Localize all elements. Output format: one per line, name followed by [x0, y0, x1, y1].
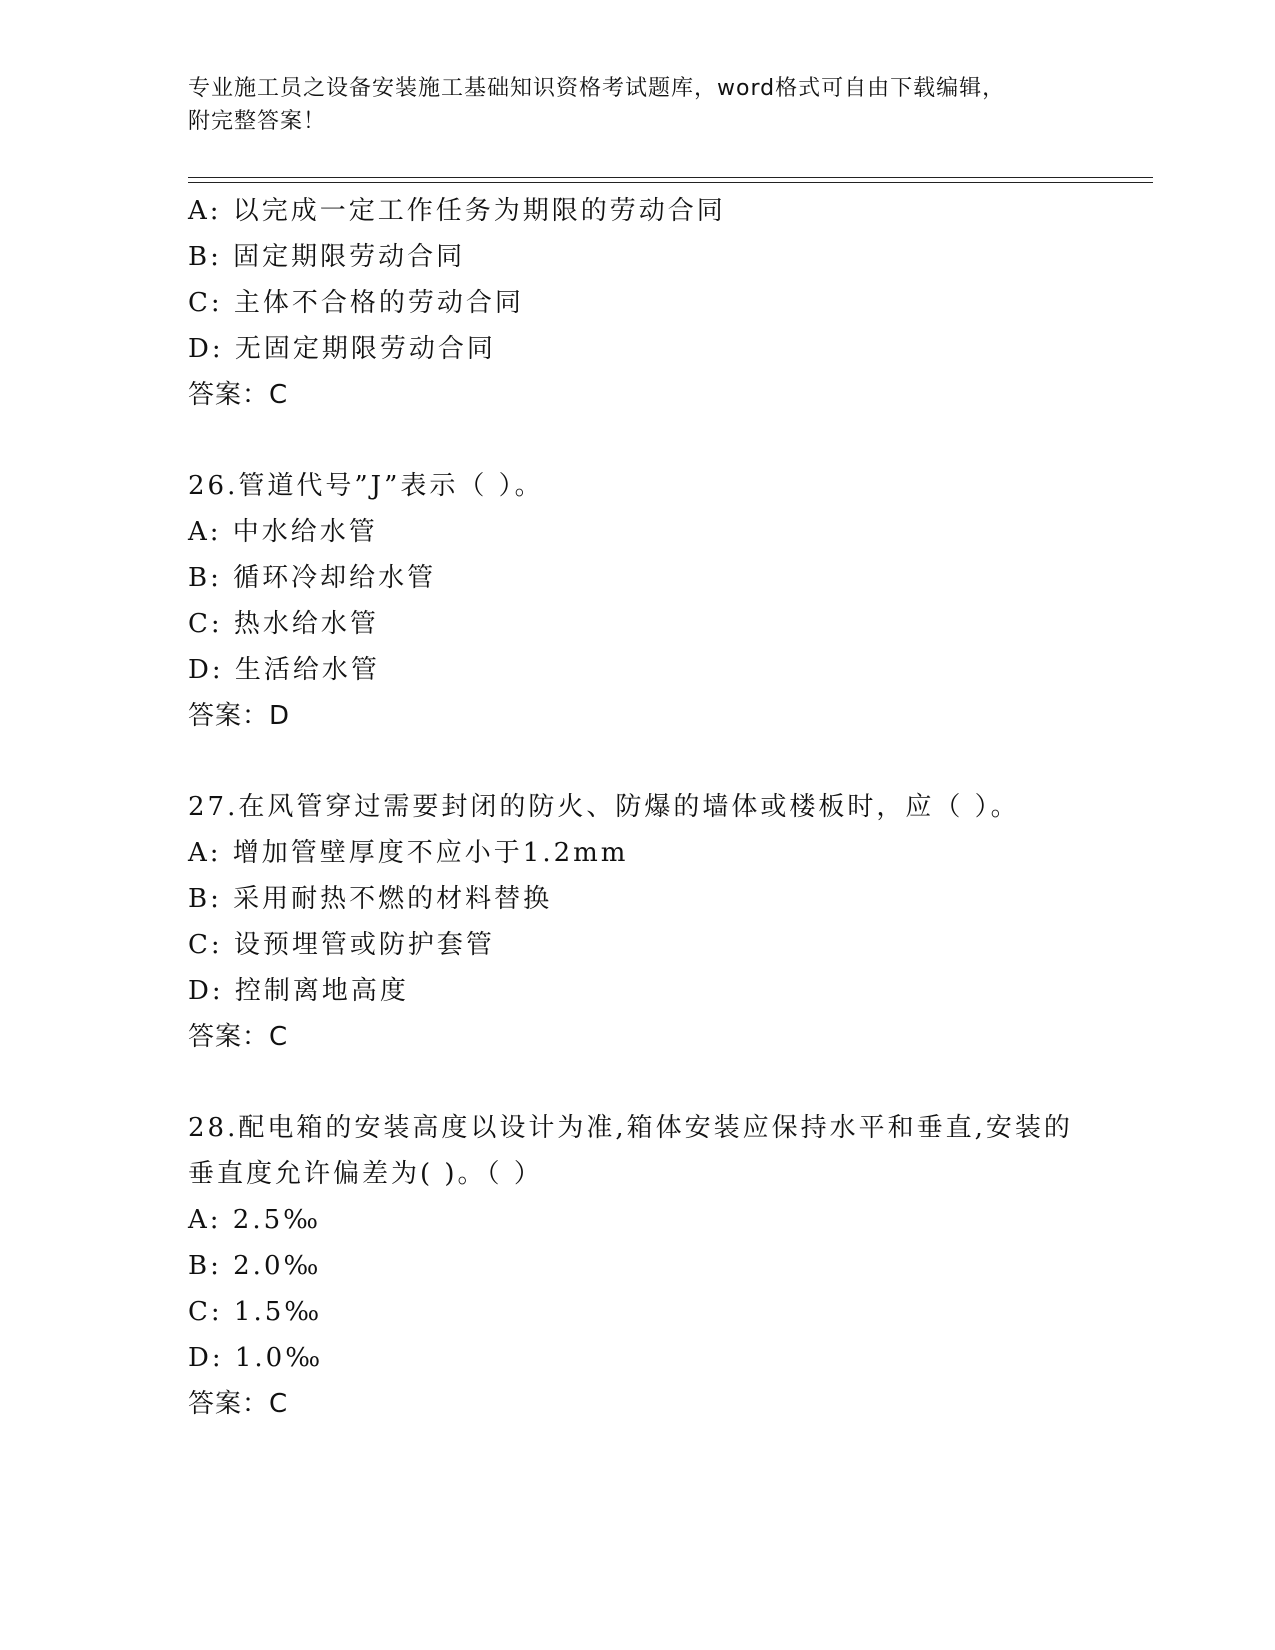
question-title-line-2: 垂直度允许偏差为( )。（ ） — [188, 1159, 543, 1189]
question-28 — [188, 1105, 1148, 1427]
spacer — [188, 1060, 1148, 1105]
option-b: B: 固定期限劳动合同 — [188, 242, 466, 272]
document-header — [188, 72, 1088, 138]
option-a: A: 以完成一定工作任务为期限的劳动合同 — [188, 196, 726, 226]
question-26 — [188, 463, 1148, 739]
option-a: A: 中水给水管 — [188, 517, 378, 547]
option-a: A: 增加管壁厚度不应小于1.2mm — [188, 838, 629, 868]
option-d: D: 无固定期限劳动合同 — [188, 334, 496, 364]
answer-line: 答案：C — [188, 1022, 289, 1052]
spacer — [188, 739, 1148, 784]
option-c: C: 1.5‰ — [188, 1297, 323, 1327]
header-line-2: 附完整答案！ — [188, 109, 327, 134]
option-c: C: 热水给水管 — [188, 609, 379, 639]
option-d: D: 1.0‰ — [188, 1343, 324, 1373]
question-title: 26.管道代号”J”表示（ ）。 — [188, 471, 544, 501]
option-b: B: 2.0‰ — [188, 1251, 322, 1281]
question-title: 27.在风管穿过需要封闭的防火、防爆的墙体或楼板时，应（ ）。 — [188, 792, 1020, 822]
option-c: C: 设预埋管或防护套管 — [188, 930, 495, 960]
question-27 — [188, 784, 1148, 1060]
header-divider-top — [188, 177, 1153, 178]
option-d: D: 生活给水管 — [188, 655, 380, 685]
option-d: D: 控制离地高度 — [188, 976, 409, 1006]
option-a: A: 2.5‰ — [188, 1205, 322, 1235]
answer-line: 答案：D — [188, 701, 291, 731]
option-b: B: 循环冷却给水管 — [188, 563, 437, 593]
option-c: C: 主体不合格的劳动合同 — [188, 288, 524, 318]
spacer — [188, 418, 1148, 463]
question-list — [188, 188, 1148, 1427]
question-25 — [188, 188, 1148, 418]
option-b: B: 采用耐热不燃的材料替换 — [188, 884, 553, 914]
header-divider-bottom — [188, 182, 1153, 183]
header-line-1: 专业施工员之设备安装施工基础知识资格考试题库，word格式可自由下载编辑， — [188, 76, 1006, 101]
answer-line: 答案：C — [188, 1389, 289, 1419]
question-title-line-1: 28.配电箱的安装高度以设计为准,箱体安装应保持水平和垂直,安装的 — [188, 1113, 1073, 1143]
answer-line: 答案：C — [188, 380, 289, 410]
